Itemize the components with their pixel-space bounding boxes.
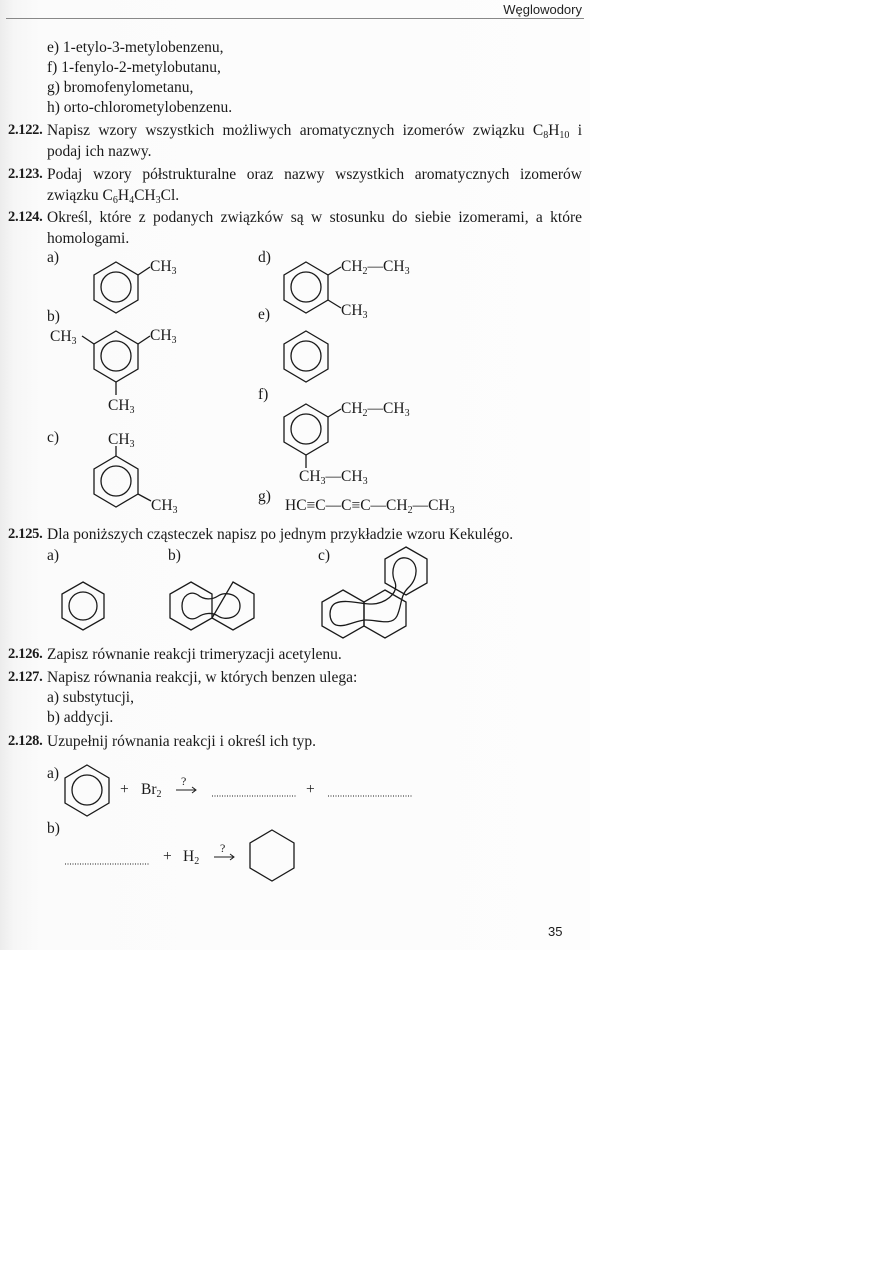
running-header: Węglowodory	[503, 2, 582, 17]
exercise-number: 2.125.	[8, 526, 43, 542]
formula-g: $HC\equiv C—C\equiv C—CH_2—CH_3$	[285, 497, 455, 516]
label-g: g)	[258, 488, 271, 505]
group-ch3: $CH_3$	[341, 302, 368, 321]
label-d: d)	[258, 249, 271, 266]
structure-benzene	[65, 765, 109, 816]
item-a: a) substytucji,	[47, 689, 134, 706]
group-ch3: $CH_3$	[108, 397, 135, 416]
list-item-h: h) orto-chlorometylobenzenu.	[47, 99, 233, 116]
exercise-text: Określ, które z podanych związków są w stosunku do siebie izomerami, a które homologami.	[47, 209, 582, 247]
label-a: a)	[47, 765, 60, 782]
exercise-text: Dla poniższych cząsteczek napisz po jednym przykładzie wzoru Kekulégo.	[47, 526, 514, 543]
reagent-br2: $Br_2$	[141, 781, 162, 800]
label-b: b)	[168, 547, 181, 564]
reagent-h2: $H_2$	[183, 848, 200, 867]
label-c: c)	[318, 547, 331, 564]
group-ch3: $CH_3$	[108, 431, 135, 450]
group-ch3: $CH_3$	[151, 497, 178, 516]
group-ethyl: $CH_3—CH_3$	[299, 468, 368, 487]
exercise-number: 2.128.	[8, 733, 43, 749]
group-ethyl: $CH_2—CH_3$	[341, 400, 410, 419]
label-b: b)	[47, 308, 60, 325]
label-a: a)	[47, 547, 60, 564]
arrow-question: ?	[181, 774, 187, 788]
label-a: a)	[47, 249, 60, 266]
list-item-e: e) 1-etylo-3-metylobenzenu,	[47, 39, 224, 56]
exercise-text: Zapisz równanie reakcji trimeryzacji acetylenu.	[47, 646, 342, 663]
group-ch3: $CH_3$	[150, 258, 177, 277]
group-ch3: $CH_3$	[50, 328, 77, 347]
plus-sign: +	[163, 848, 172, 865]
item-b: b) addycji.	[47, 709, 114, 726]
structure-cyclohexane	[250, 830, 294, 881]
exercise-text: Uzupełnij równania reakcji i określ ich typ.	[47, 733, 317, 750]
plus-sign: +	[120, 781, 129, 798]
group-ethyl: $CH_2—CH_3$	[341, 258, 410, 277]
label-e: e)	[258, 306, 271, 323]
plus-sign: +	[306, 781, 315, 798]
exercise-text: Podaj wzory półstrukturalne oraz nazwy wszystkich aromatycznych izomerów związku $C_6H_4CH_3Cl$.	[47, 166, 582, 206]
exercise-number: 2.123.	[8, 166, 43, 182]
label-f: f)	[258, 386, 269, 403]
exercise-number: 2.126.	[8, 646, 43, 662]
list-item-f: f) 1-fenylo-2-metylobutanu,	[47, 59, 221, 76]
arrow-question: ?	[220, 841, 226, 855]
exercise-number: 2.124.	[8, 209, 43, 225]
exercise-text: Napisz równania reakcji, w których benzen ulega:	[47, 669, 358, 686]
list-item-g: g) bromofenylometanu,	[47, 79, 194, 96]
page-number: 35	[548, 924, 563, 939]
group-ch3: $CH_3$	[150, 327, 177, 346]
exercise-text: Napisz wzory wszystkich możliwych aromatycznych izomerów związku $C_8H_{10}$ i podaj ich nazwy.	[47, 122, 583, 160]
exercise-number: 2.122.	[8, 122, 43, 138]
label-c: c)	[47, 429, 60, 446]
label-b: b)	[47, 820, 60, 837]
exercise-number: 2.127.	[8, 669, 43, 685]
